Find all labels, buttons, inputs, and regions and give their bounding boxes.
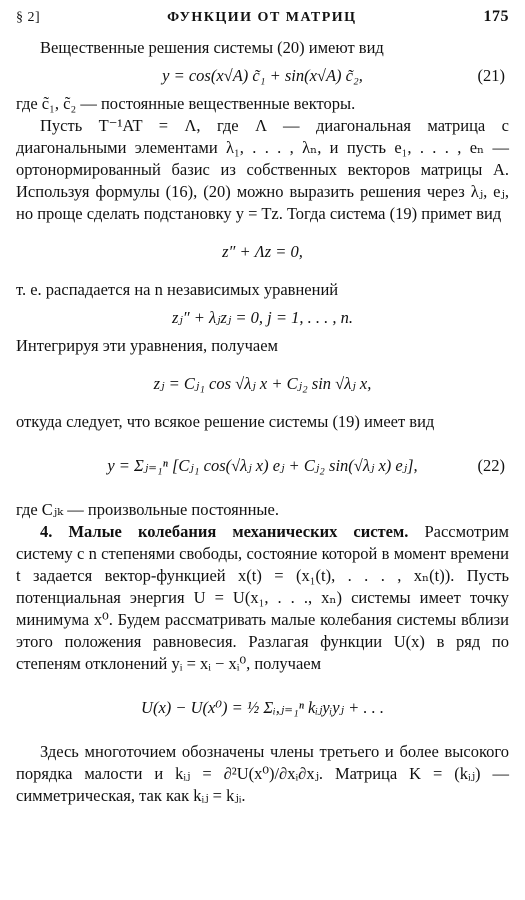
equation-solution: zⱼ = Cⱼ₁ cos √λⱼ x + Cⱼ₂ sin √λⱼ x, <box>153 374 372 393</box>
paragraph-2: где c̃₁, c̃₂ — постоянные вещественные векторы. <box>16 94 356 113</box>
paragraph-1: Вещественные решения системы (20) имеют вид <box>40 38 384 57</box>
section-4-paragraph <box>16 521 509 675</box>
equation-22-body: y = Σⱼ₌₁ⁿ [Cⱼ₁ cos(√λⱼ x) eⱼ + Cⱼ₂ sin(√λⱼ x) eⱼ], <box>107 456 418 475</box>
paragraph-6: откуда следует, что всякое решение системы (19) имеет вид <box>16 412 435 431</box>
equation-21-body: y = cos(x√A) c̃₁ + sin(x√A) c̃₂, <box>162 66 363 85</box>
equation-21-number: (21) <box>477 66 505 85</box>
running-header <box>16 6 509 29</box>
paragraph-3: Пусть T⁻¹AT = Λ, где Λ — диагональная матрица с диагональными элементами λ₁, . . . , λₙ, и пусть e₁, . . . , eₙ — ортонормированный базис из собственных векторов матрицы A. Используя формулы (16), (20) можно выразить решения через λⱼ, eⱼ, но проще сделать подстановку y = Tz. Тогда система (19) примет вид <box>16 116 509 223</box>
paragraph-4: т. е. распадается на n независимых уравнений <box>16 280 339 299</box>
section-4-text: Рассмотрим систему с n степенями свободы, состояние которой в момент времени t задается вектор-функцией x(t) = (x₁(t), . . . , xₙ(t)). Пусть потенциальная энергия U = U(x₁, . . ., xₙ) системы имеет точку минимума x⁰. Будем рассматривать малые колебания системы вблизи этого положения равновесия. Разлагая функции U(x) в ряд по степеням отклонений yᵢ = xᵢ − xᵢ⁰, получаем <box>16 522 509 673</box>
page-number: 175 <box>483 8 509 25</box>
equation-22 <box>16 455 509 477</box>
section-mark: § 2] <box>16 10 41 25</box>
equation-21 <box>16 65 509 87</box>
equation-z: z″ + Λz = 0, <box>222 242 303 261</box>
equation-U: U(x) − U(x⁰) = ½ Σᵢ,ⱼ₌₁ⁿ kᵢⱼyᵢyⱼ + . . . <box>141 698 384 717</box>
running-title: ФУНКЦИИ ОТ МАТРИЦ <box>167 10 357 25</box>
paragraph-8: Здесь многоточием обозначены члены третьего и более высокого порядка малости и kᵢⱼ = ∂²U(x⁰)/∂xᵢ∂xⱼ. Матрица K = (kᵢⱼ) — симметрическая, так как kᵢⱼ = kⱼᵢ. <box>16 742 509 805</box>
section-4-heading: 4. Малые колебания механических систем. <box>40 522 409 541</box>
equation-22-number: (22) <box>477 456 505 475</box>
paragraph-7: где Cⱼₖ — произвольные постоянные. <box>16 500 279 519</box>
equation-zj: zⱼ″ + λⱼzⱼ = 0, j = 1, . . . , n. <box>171 308 354 327</box>
paragraph-5: Интегрируя эти уравнения, получаем <box>16 336 278 355</box>
